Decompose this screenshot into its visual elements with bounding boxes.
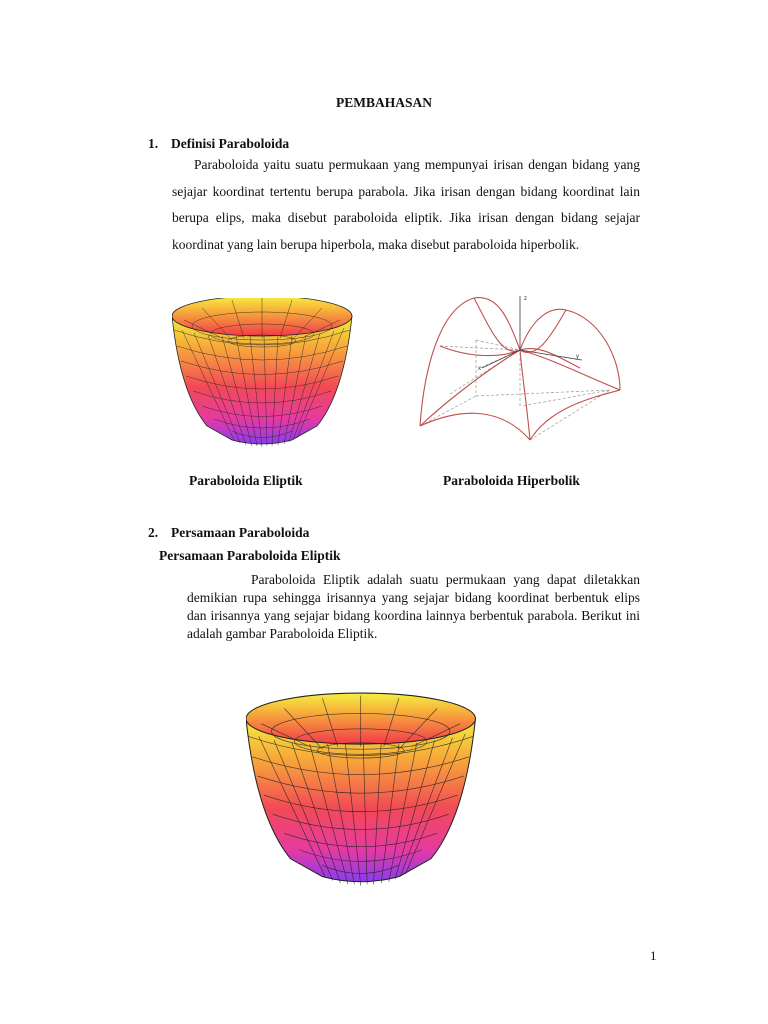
elliptic-paraboloid-large-figure xyxy=(246,690,478,895)
z-axis-label: z xyxy=(524,296,527,302)
page-number: 1 xyxy=(650,948,657,963)
caption-elliptic: Paraboloida Eliptik xyxy=(189,473,303,488)
section-2-number: 2. xyxy=(148,525,159,540)
y-axis-label: y xyxy=(576,354,579,360)
section-2-title: Persamaan Paraboloida xyxy=(171,525,310,540)
elliptic-description-text: Paraboloida Eliptik adalah suatu permukaan yang dapat diletakkan demikian rupa sehingga irisannya yang sejajar bidang koordinat berbentuk elips dan irisannya yang sejajar bidang koordina lainnya berbentuk parabola. Berikut ini adalah gambar Paraboloida Eliptik. xyxy=(187,572,640,641)
section-2-subheading: Persamaan Paraboloida Eliptik xyxy=(159,548,341,563)
section-2-heading xyxy=(148,525,309,541)
definition-text: Paraboloida yaitu suatu permukaan yang mempunyai irisan dengan bidang yang sejajar koordinat tertentu berupa parabola. Jika irisan dengan bidang koordinat lain berupa elips, maka disebut paraboloida eliptik. Jika irisan dengan bidang sejajar koordinat yang lain berupa hiperbola, maka disebut paraboloida hiperbolik. xyxy=(172,157,640,252)
section-1-number: 1. xyxy=(148,136,159,151)
caption-hyperbolic: Paraboloida Hiperbolik xyxy=(443,473,580,488)
hyperbolic-paraboloid-figure xyxy=(410,288,642,458)
definition-paragraph xyxy=(172,152,640,258)
elliptic-paraboloid-figure xyxy=(172,298,354,450)
elliptic-description-paragraph xyxy=(187,571,640,643)
section-1-title: Definisi Paraboloida xyxy=(171,136,290,151)
x-axis-label: x xyxy=(478,366,481,372)
section-1-heading xyxy=(148,136,289,152)
page-title: PEMBAHASAN xyxy=(335,95,432,110)
